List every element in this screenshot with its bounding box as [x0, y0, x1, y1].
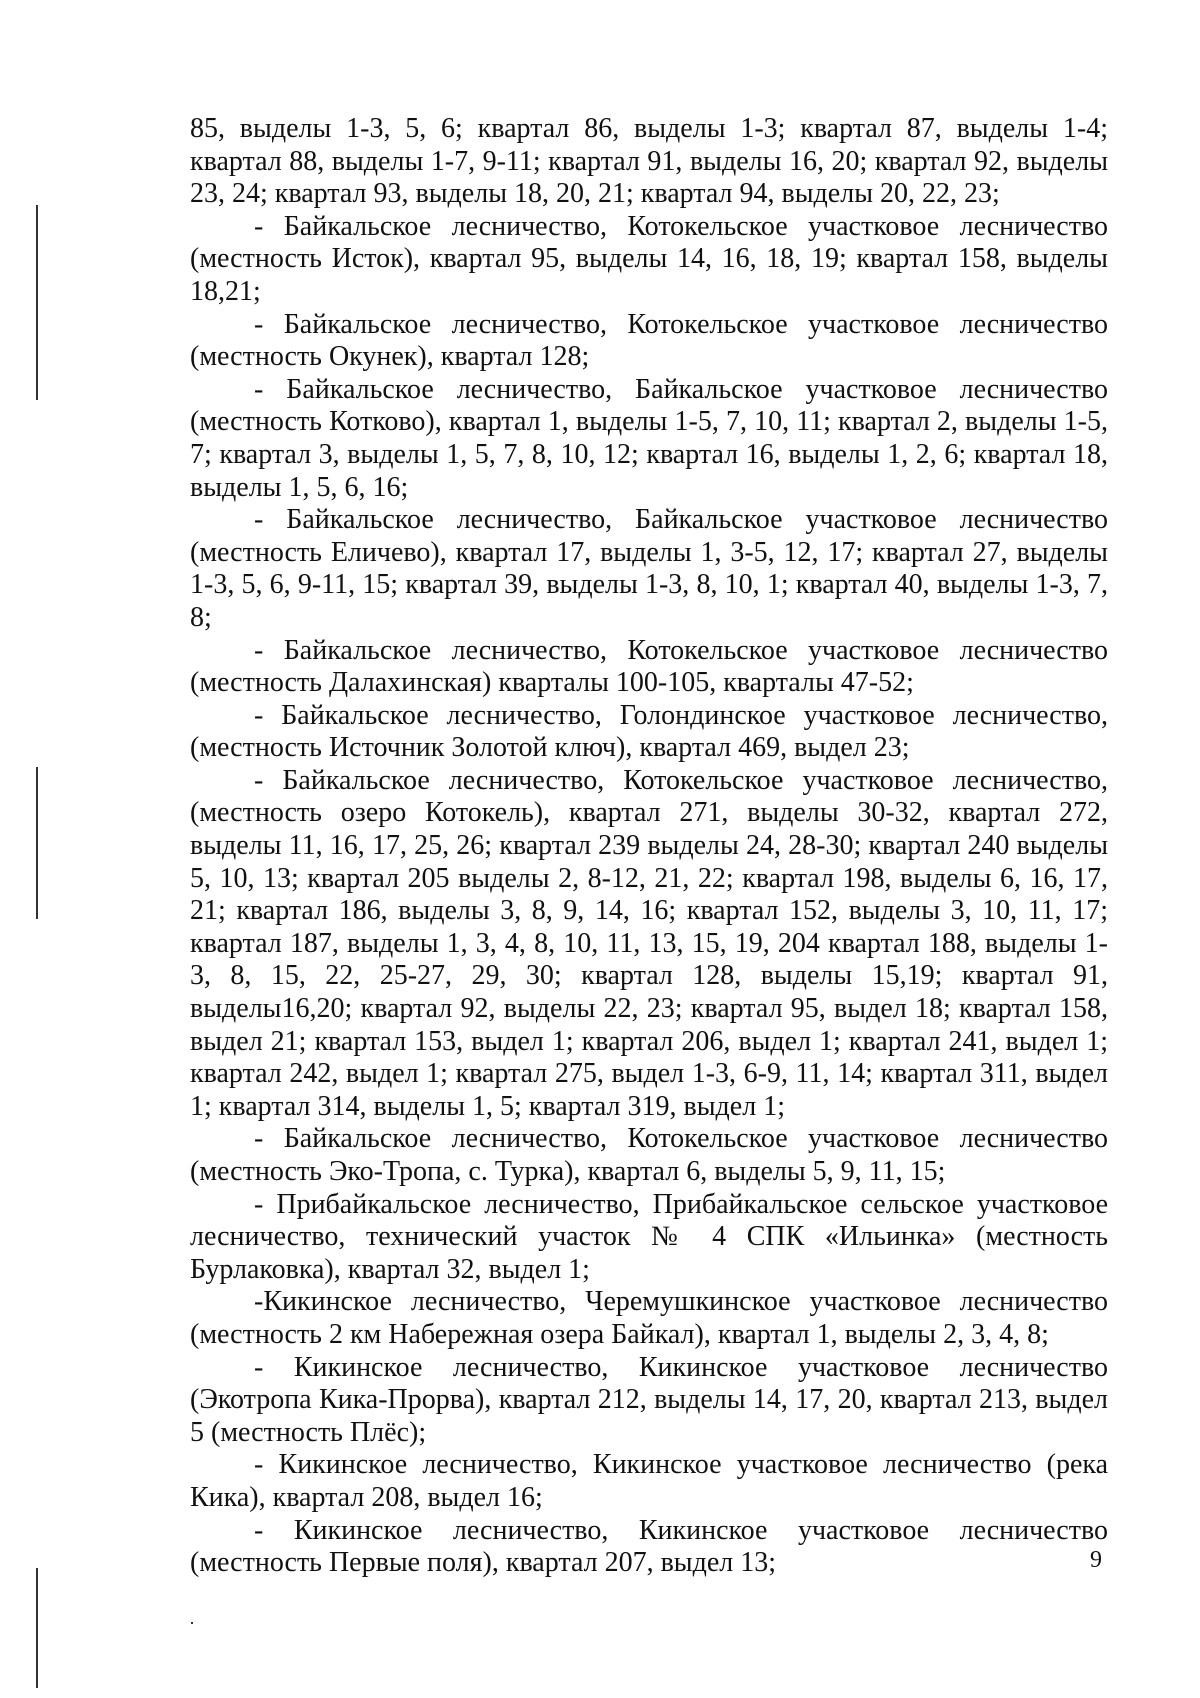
- paragraph: - Байкальское лесничество, Голондинское участковое лесничество, (местность Источник Золотой ключ), квартал 469, выдел 23;: [190, 699, 1108, 764]
- scan-margin-mark: [36, 767, 38, 919]
- paragraph: - Байкальское лесничество, Байкальское участковое лесничество (местность Котково), квартал 1, выделы 1-5, 7, 10, 11; квартал 2, выделы 1-5, 7; квартал 3, выделы 1, 5, 7, 8, 10, 12; квартал 16, выделы 1, 2, 6; квартал 18, выделы 1, 5, 6, 16;: [190, 373, 1108, 503]
- scan-margin-mark: [36, 1568, 38, 1688]
- paragraph: - Байкальское лесничество, Котокельское участковое лесничество (местность Эко-Тропа, с. Турка), квартал 6, выделы 5, 9, 11, 15;: [190, 1123, 1108, 1187]
- paragraph: - Байкальское лесничество, Байкальское участковое лесничество (местность Еличево), квартал 17, выделы 1, 3-5, 12, 17; квартал 27, выделы 1-3, 5, 6, 9-11, 15; квартал 39, выделы 1-3, 8, 10, 1; квартал 40, выделы 1-3, 7, 8;: [190, 504, 1108, 633]
- scan-speck: [191, 1622, 193, 1624]
- scan-margin-mark: [36, 205, 38, 400]
- paragraph: - Кикинское лесничество, Кикинское участковое лесничество (река Кика), квартал 208, выдел 16;: [190, 1449, 1108, 1513]
- paragraph: - Байкальское лесничество, Котокельское участковое лесничество, (местность озеро Котокель), квартал 271, выделы 30-32, квартал 272, выделы 11, 16, 17, 25, 26; квартал 239 выделы 24, 28-30; квартал 240 выделы 5, 10, 13; квартал 205 выделы 2, 8-12, 21, 22; квартал 198, выделы 6, 16, 17, 21; квартал 186, выделы 3, 8, 9, 14, 16; квартал 152, выделы 3, 10, 11, 17; квартал 187, выделы 1, 3, 4, 8, 10, 11, 13, 15, 19, 204 квартал 188, выделы 1-3, 8, 15, 22, 25-27, 29, 30; квартал 128, выделы 15,19; квартал 91, выделы16,20; квартал 92, выделы 22, 23; квартал 95, выдел 18; квартал 158, выдел 21; квартал 153, выдел 1; квартал 206, выдел 1; квартал 241, выдел 1; квартал 242, выдел 1; квартал 275, выдел 1-3, 6-9, 11, 14; квартал 311, выдел 1; квартал 314, выделы 1, 5; квартал 319, выдел 1;: [190, 764, 1108, 1122]
- paragraph: - Кикинское лесничество, Кикинское участковое лесничество (Экотропа Кика-Прорва), квартал 212, выделы 14, 17, 20, квартал 213, выдел 5 (местность Плёс);: [190, 1351, 1108, 1448]
- paragraph: -Кикинское лесничество, Черемушкинское участковое лесничество (местность 2 км Набережная озера Байкал), квартал 1, выделы 2, 3, 4, 8;: [190, 1286, 1108, 1350]
- paragraph: - Кикинское лесничество, Кикинское участковое лесничество (местность Первые поля), квартал 207, выдел 13;: [190, 1514, 1108, 1579]
- paragraph: - Байкальское лесничество, Котокельское участковое лесничество (местность Окунек), квартал 128;: [190, 308, 1108, 373]
- paragraph: 85, выделы 1-3, 5, 6; квартал 86, выделы 1-3; квартал 87, выделы 1-4; квартал 88, выделы 1-7, 9-11; квартал 91, выделы 16, 20; квартал 92, выделы 23, 24; квартал 93, выделы 18, 20, 21; квартал 94, выделы 20, 22, 23;: [190, 113, 1108, 210]
- paragraph: - Прибайкальское лесничество, Прибайкальское сельское участковое лесничество, технический участок № 4 СПК «Ильинка» (местность Бурлаковка), квартал 32, выдел 1;: [190, 1188, 1108, 1285]
- page-number: 9: [1090, 1547, 1102, 1573]
- paragraph: - Байкальское лесничество, Котокельское участковое лесничество (местность Далахинская) кварталы 100-105, кварталы 47-52;: [190, 634, 1108, 699]
- paragraph: - Байкальское лесничество, Котокельское участковое лесничество (местность Исток), квартал 95, выделы 14, 16, 18, 19; квартал 158, выделы 18,21;: [190, 210, 1108, 307]
- document-body: [190, 113, 1108, 1580]
